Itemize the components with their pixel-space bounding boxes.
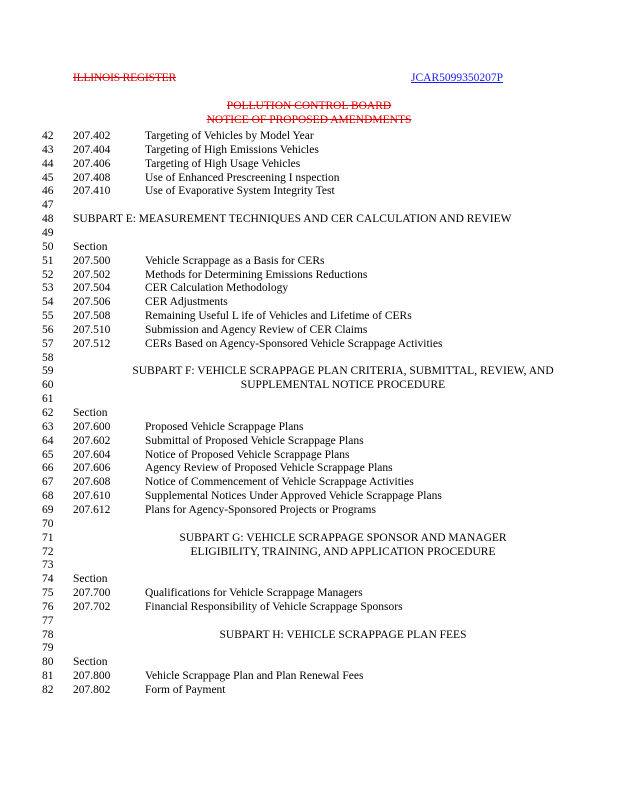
section-number: 207.610 xyxy=(73,490,111,503)
line-number: 43 xyxy=(42,143,54,156)
section-number: 207.500 xyxy=(73,254,111,267)
section-title: Remaining Useful L ife of Vehicles and Lifetime of CERs xyxy=(145,310,412,323)
section-title: Use of Enhanced Prescreening I nspection xyxy=(145,171,340,184)
line-number: 47 xyxy=(42,199,54,212)
section-number: 207.402 xyxy=(73,130,111,142)
section-number: 207.408 xyxy=(73,171,111,184)
section-title: CER Calculation Methodology xyxy=(145,282,289,295)
line-number: 59 xyxy=(42,365,54,378)
section-title: Use of Evaporative System Integrity Test xyxy=(145,185,335,198)
section-title: CERs Based on Agency-Sponsored Vehicle Scrappage Activities xyxy=(145,337,443,350)
line-number: 71 xyxy=(42,531,54,544)
section-title: Targeting of High Emissions Vehicles xyxy=(145,143,319,156)
document-line xyxy=(0,226,618,240)
section-number: 207.608 xyxy=(73,476,111,489)
line-number: 53 xyxy=(42,282,54,295)
section-title: Vehicle Scrappage Plan and Plan Renewal Fees xyxy=(145,670,364,683)
section-number: 207.606 xyxy=(73,462,111,475)
section-number: 207.508 xyxy=(73,310,111,323)
board-title: POLLUTION CONTROL BOARD xyxy=(226,100,392,112)
section-number: 207.700 xyxy=(73,587,111,600)
document-line xyxy=(0,240,618,254)
document-line xyxy=(0,558,618,572)
section-number: 207.612 xyxy=(73,503,111,516)
line-number: 80 xyxy=(42,656,54,669)
document-line xyxy=(0,586,618,600)
subpart-heading: SUPPLEMENTAL NOTICE PROCEDURE xyxy=(240,379,446,392)
subpart-heading: SUBPART E: MEASUREMENT TECHNIQUES AND CER CALCULATION AND REVIEW xyxy=(73,213,512,226)
document-line xyxy=(0,129,618,143)
document-line xyxy=(0,157,618,171)
subpart-heading: SUBPART G: VEHICLE SCRAPPAGE SPONSOR AND MANAGER xyxy=(179,531,507,544)
subpart-heading: ELIGIBILITY, TRAINING, AND APPLICATION PROCEDURE xyxy=(190,545,496,558)
document-line xyxy=(0,420,618,434)
section-number: 207.800 xyxy=(73,670,111,683)
section-number: 207.512 xyxy=(73,337,111,350)
subpart-heading: SUBPART H: VEHICLE SCRAPPAGE PLAN FEES xyxy=(219,628,467,641)
section-number: 207.404 xyxy=(73,143,111,156)
document-line xyxy=(0,406,618,420)
section-title: Notice of Commencement of Vehicle Scrappage Activities xyxy=(145,476,414,489)
line-number: 78 xyxy=(42,628,54,641)
document-line xyxy=(0,434,618,448)
line-number: 45 xyxy=(42,171,54,184)
line-number: 69 xyxy=(42,503,54,516)
section-title: Supplemental Notices Under Approved Vehicle Scrappage Plans xyxy=(145,490,442,503)
register-header: ILLINOIS REGISTER xyxy=(73,72,176,84)
section-number: Section xyxy=(73,656,108,669)
section-title: Financial Responsibility of Vehicle Scrappage Sponsors xyxy=(145,600,403,613)
section-number: 207.510 xyxy=(73,323,111,336)
document-line xyxy=(0,600,618,614)
section-title: Form of Payment xyxy=(145,684,226,696)
line-number: 58 xyxy=(42,351,54,364)
section-number: 207.502 xyxy=(73,268,111,281)
section-title: Notice of Proposed Vehicle Scrappage Plans xyxy=(145,448,350,461)
line-number: 67 xyxy=(42,476,54,489)
document-line xyxy=(0,489,618,503)
line-number: 62 xyxy=(42,407,54,419)
line-number: 70 xyxy=(42,517,54,530)
section-number: Section xyxy=(73,573,108,586)
section-number: 207.600 xyxy=(73,420,111,433)
line-number: 51 xyxy=(42,254,54,267)
document-line xyxy=(0,184,618,198)
line-number: 73 xyxy=(42,559,54,572)
document-line xyxy=(0,655,618,669)
section-title: Qualifications for Vehicle Scrappage Managers xyxy=(145,587,363,600)
section-title: Targeting of High Usage Vehicles xyxy=(145,157,301,170)
notice-title: NOTICE OF PROPOSED AMENDMENTS xyxy=(206,114,412,126)
line-number: 48 xyxy=(42,213,54,226)
section-title: Proposed Vehicle Scrappage Plans xyxy=(145,420,304,433)
line-number: 81 xyxy=(42,670,54,683)
subpart-heading: SUBPART F: VEHICLE SCRAPPAGE PLAN CRITERIA, SUBMITTAL, REVIEW, AND xyxy=(132,365,554,378)
section-number: 207.506 xyxy=(73,296,111,309)
section-number: 207.602 xyxy=(73,434,111,447)
section-title: Submission and Agency Review of CER Claims xyxy=(145,323,368,336)
document-line xyxy=(0,143,618,157)
section-number: 207.504 xyxy=(73,282,111,295)
line-number: 60 xyxy=(42,379,54,392)
section-title: Methods for Determining Emissions Reductions xyxy=(145,268,368,281)
document-line xyxy=(0,309,618,323)
section-title: Agency Review of Proposed Vehicle Scrappage Plans xyxy=(145,462,393,475)
document-line xyxy=(0,171,618,185)
document-line xyxy=(0,392,618,406)
document-line xyxy=(0,475,618,489)
line-number: 72 xyxy=(42,545,54,558)
section-title: Vehicle Scrappage as a Basis for CERs xyxy=(145,254,325,267)
line-number: 50 xyxy=(42,240,54,253)
section-title: Plans for Agency-Sponsored Projects or Programs xyxy=(145,503,376,516)
line-number: 55 xyxy=(42,310,54,323)
document-line xyxy=(0,295,618,309)
line-number: 76 xyxy=(42,600,54,613)
document-line xyxy=(0,614,618,628)
section-number: Section xyxy=(73,240,108,253)
line-number: 54 xyxy=(42,296,54,309)
document-line xyxy=(0,198,618,212)
section-number: 207.604 xyxy=(73,448,111,461)
section-number: 207.406 xyxy=(73,157,111,170)
document-line xyxy=(0,517,618,531)
line-number: 46 xyxy=(42,185,54,198)
line-number: 66 xyxy=(42,462,54,475)
document-line xyxy=(0,281,618,295)
line-number: 49 xyxy=(42,226,54,239)
line-number: 74 xyxy=(42,573,54,586)
document-line xyxy=(0,628,618,642)
jcar-link[interactable]: JCAR5099350207P xyxy=(411,72,504,84)
line-number: 44 xyxy=(42,157,54,170)
line-number: 82 xyxy=(42,684,54,696)
document-line xyxy=(0,212,618,226)
line-number: 68 xyxy=(42,490,54,503)
line-number: 64 xyxy=(42,434,54,447)
document-line xyxy=(0,572,618,586)
line-number: 57 xyxy=(42,337,54,350)
document-line xyxy=(0,545,618,559)
section-number: 207.802 xyxy=(73,684,111,696)
document-line xyxy=(0,351,618,365)
document-line xyxy=(0,683,618,697)
section-title: CER Adjustments xyxy=(145,296,228,309)
section-title: Targeting of Vehicles by Model Year xyxy=(145,130,314,142)
line-number: 56 xyxy=(42,323,54,336)
section-number: Section xyxy=(73,407,108,419)
section-number: 207.410 xyxy=(73,185,111,198)
line-number: 75 xyxy=(42,587,54,600)
document-line xyxy=(0,337,618,351)
document-line xyxy=(0,364,618,378)
document-line xyxy=(0,461,618,475)
document-line xyxy=(0,641,618,655)
line-number: 77 xyxy=(42,614,54,627)
section-number: 207.702 xyxy=(73,600,111,613)
line-number: 52 xyxy=(42,268,54,281)
line-number: 79 xyxy=(42,642,54,655)
line-number: 63 xyxy=(42,420,54,433)
document-line xyxy=(0,531,618,545)
document-line xyxy=(0,503,618,517)
document-line xyxy=(0,448,618,462)
document-line xyxy=(0,268,618,282)
document-line xyxy=(0,323,618,337)
document-line xyxy=(0,669,618,683)
section-title: Submittal of Proposed Vehicle Scrappage Plans xyxy=(145,434,364,447)
line-number: 61 xyxy=(42,393,54,406)
line-number: 65 xyxy=(42,448,54,461)
line-number: 42 xyxy=(42,130,54,142)
document-line xyxy=(0,378,618,392)
document-line xyxy=(0,254,618,268)
